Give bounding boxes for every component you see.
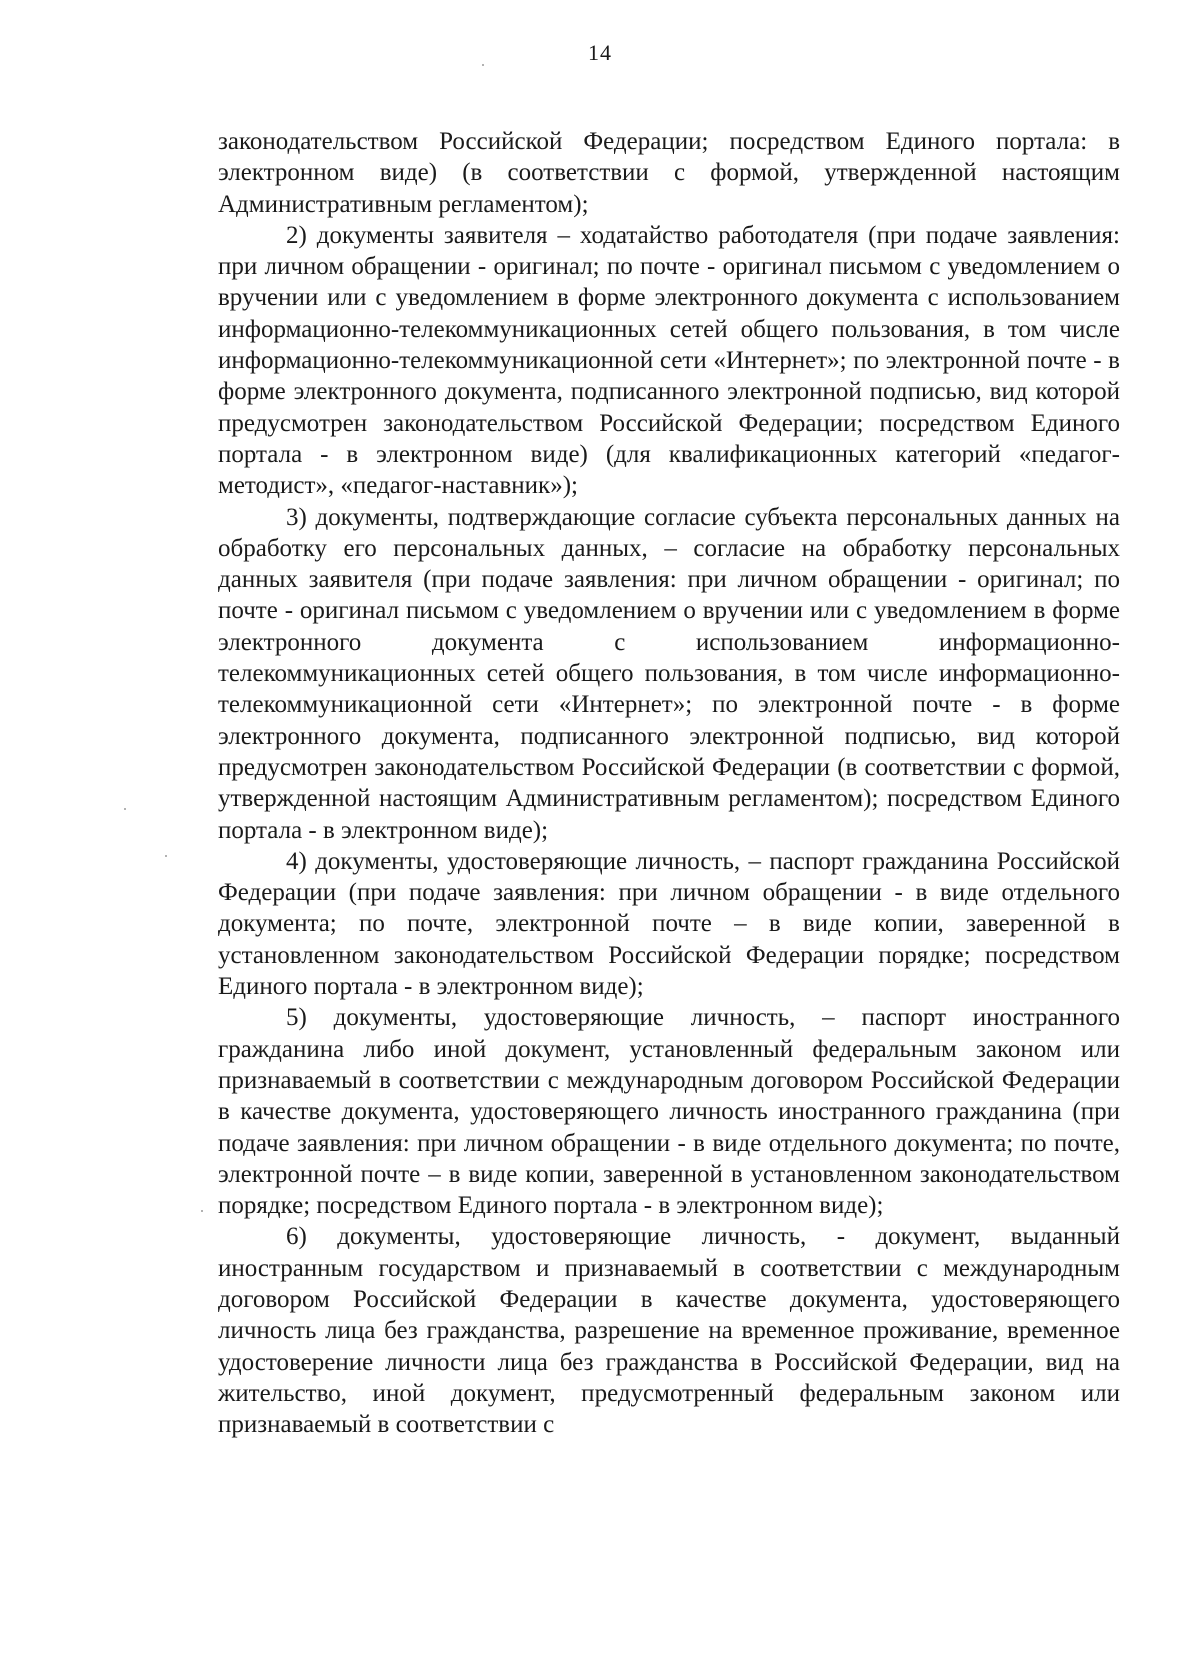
document-body: [218, 126, 1120, 1440]
scan-speck: [124, 808, 126, 810]
page-number: 14: [588, 40, 612, 65]
paragraph-item-2: 2) документы заявителя – ходатайство работодателя (при подаче заявления: при личном обращении - оригинал; по почте - оригинал письмом с уведомлением о вручении или с уведомлением в форме электронного документа с использованием информационно-телекоммуникационных сетей общего пользования, в том числе информационно-телекоммуникационной сети «Интернет»; по электронной почте - в форме электронного документа, подписанного электронной подписью, вид которой предусмотрен законодательством Российской Федерации; посредством Единого портала - в электронном виде) (для квалификационных категорий «педагог-методист», «педагог-наставник»);: [218, 221, 1120, 500]
scan-speck: [201, 1210, 203, 1212]
scan-speck: [482, 64, 484, 66]
paragraph-continuation: законодательством Российской Федерации; посредством Единого портала: в электронном виде) (в соответствии с формой, утвержденной настоящим Административным регламентом);: [218, 128, 1120, 218]
paragraph-item-4: 4) документы, удостоверяющие личность, – паспорт гражданина Российской Федерации (при подаче заявления: при личном обращении - в виде отдельного документа; по почте, электронной почте – в виде копии, заверенной в установленном законодательством Российской Федерации порядке; посредством Единого портала - в электронном виде);: [218, 847, 1120, 1001]
paragraph-item-3: 3) документы, подтверждающие согласие субъекта персональных данных на обработку его персональных данных, – согласие на обработку персональных данных заявителя (при подаче заявления: при личном обращении - оригинал; по почте - оригинал письмом с уведомлением о вручении или с уведомлением в форме электронного документа с использованием информационно-телекоммуникационных сетей общего пользования, в том числе информационно-телекоммуникационной сети «Интернет»; по электронной почте - в форме электронного документа, подписанного электронной подписью, вид которой предусмотрен законодательством Российской Федерации (в соответствии с формой, утвержденной настоящим Административным регламентом); посредством Единого портала - в электронном виде);: [218, 503, 1120, 844]
paragraph-item-6: 6) документы, удостоверяющие личность, - документ, выданный иностранным государством и признаваемый в соответствии с международным договором Российской Федерации в качестве документа, удостоверяющего личность лица без гражданства, разрешение на временное проживание, временное удостоверение личности лица без гражданства в Российской Федерации, вид на жительство, иной документ, предусмотренный федеральным законом или признаваемый в соответствии с: [218, 1223, 1120, 1439]
paragraph-item-5: 5) документы, удостоверяющие личность, – паспорт иностранного гражданина либо иной документ, установленный федеральным законом или признаваемый в соответствии с международным договором Российской Федерации в качестве документа, удостоверяющего личность иностранного гражданина (при подаче заявления: при личном обращении - в виде отдельного документа; по почте, электронной почте – в виде копии, заверенной в установленном законодательством порядке; посредством Единого портала - в электронном виде);: [218, 1004, 1120, 1220]
scan-speck: [165, 855, 167, 857]
